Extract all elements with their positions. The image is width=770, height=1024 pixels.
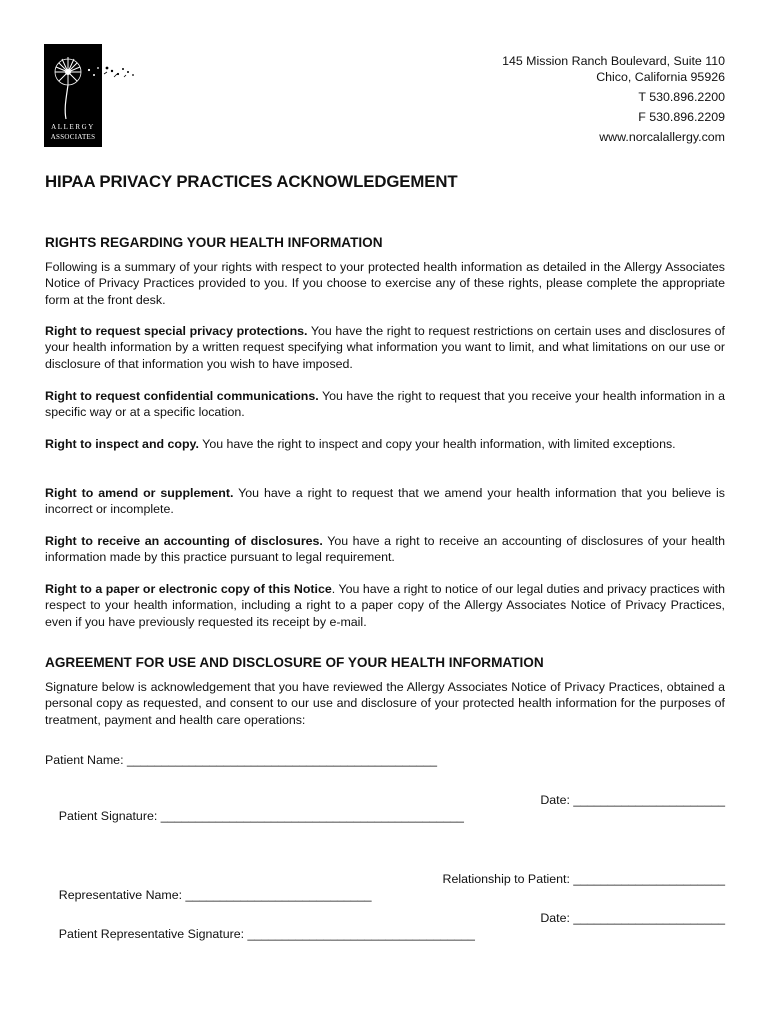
- right-item-inspect: [45, 436, 725, 452]
- right-item-paper-copy: [45, 581, 725, 630]
- rep-signature-field[interactable]: Patient Representative Signature: _________________________________: [58, 927, 475, 941]
- right-item-label: Right to inspect and copy.: [45, 437, 199, 451]
- rights-intro: Following is a summary of your rights with respect to your protected health information as detailed in the Allergy Associates Notice of Privacy Practices provided to you. If you choose to exercise any of these rights, please complete the appropriate form at the front desk.: [45, 260, 725, 307]
- right-item-amend: [45, 485, 725, 518]
- right-item-text: You have the right to inspect and copy your health information, with limited exceptions.: [198, 437, 676, 451]
- right-item-text: . You have a right to notice of our legal duties and privacy practices with respect to your health information, including a right to a paper copy of the Allergy Associates Notice of Privacy Practices, even if you have previously requested its receipt by e-mail.: [45, 582, 725, 629]
- address-street: 145 Mission Ranch Boulevard, Suite 110: [502, 54, 725, 68]
- allergy-associates-logo: [44, 44, 136, 147]
- document-title: HIPAA PRIVACY PRACTICES ACKNOWLEDGEMENT: [45, 172, 458, 191]
- patient-signature-field[interactable]: Patient Signature: ____________________________________________: [58, 809, 464, 823]
- right-item-label: Right to a paper or electronic copy of this Notice: [45, 582, 332, 596]
- patient-signature-row: [45, 792, 725, 856]
- right-item-text: You have a right to receive an accounting of disclosures of your health information made by this practice pursuant to legal requirement.: [45, 534, 725, 565]
- right-item-label: Right to request special privacy protections.: [45, 324, 308, 338]
- right-item-special-privacy: [45, 323, 725, 372]
- right-item-text: You have a right to request that we amend your health information that you believe is incorrect or incomplete.: [45, 486, 725, 517]
- right-item-confidential: [45, 388, 725, 421]
- logo-text-line2: ASSOCIATES: [50, 133, 96, 141]
- agreement-text: Signature below is acknowledgement that you have reviewed the Allergy Associates Notice of Privacy Practices, obtained a personal copy as requested, and consent to our use and disclosure of your protected health information for the purposes of treatment, payment and health care operations:: [45, 680, 725, 727]
- patient-date-field[interactable]: Date: ______________________: [540, 793, 725, 807]
- address-block: [502, 53, 725, 145]
- rep-date-field[interactable]: Date: ______________________: [540, 911, 725, 925]
- representative-name-field[interactable]: Representative Name: ___________________________: [58, 888, 372, 902]
- rights-heading: RIGHTS REGARDING YOUR HEALTH INFORMATION: [45, 235, 383, 250]
- right-item-accounting: [45, 533, 725, 566]
- address-city: Chico, California 95926: [596, 70, 725, 84]
- rep-signature-row: [45, 910, 725, 974]
- right-item-label: Right to receive an accounting of disclosures.: [45, 534, 323, 548]
- logo-text-line1: ALLERGY: [51, 123, 95, 131]
- agreement-heading: AGREEMENT FOR USE AND DISCLOSURE OF YOUR HEALTH INFORMATION: [45, 655, 544, 670]
- address-website: www.norcalallergy.com: [599, 130, 725, 144]
- relationship-field[interactable]: Relationship to Patient: ______________________: [442, 872, 725, 886]
- address-fax: F 530.896.2209: [638, 110, 725, 124]
- patient-name-field[interactable]: Patient Name: _____________________________________________: [45, 753, 438, 767]
- right-item-label: Right to request confidential communications.: [45, 389, 319, 403]
- address-phone: T 530.896.2200: [638, 90, 725, 104]
- right-item-text: You have the right to request restrictions on certain uses and disclosures of your health information by a written request specifying what information you want to limit, and what limitations on our use or disclosure of that information you wish to have imposed.: [45, 324, 725, 371]
- right-item-label: Right to amend or supplement.: [45, 486, 234, 500]
- right-item-text: You have the right to request that you receive your health information in a specific way or at a specific location.: [45, 389, 725, 420]
